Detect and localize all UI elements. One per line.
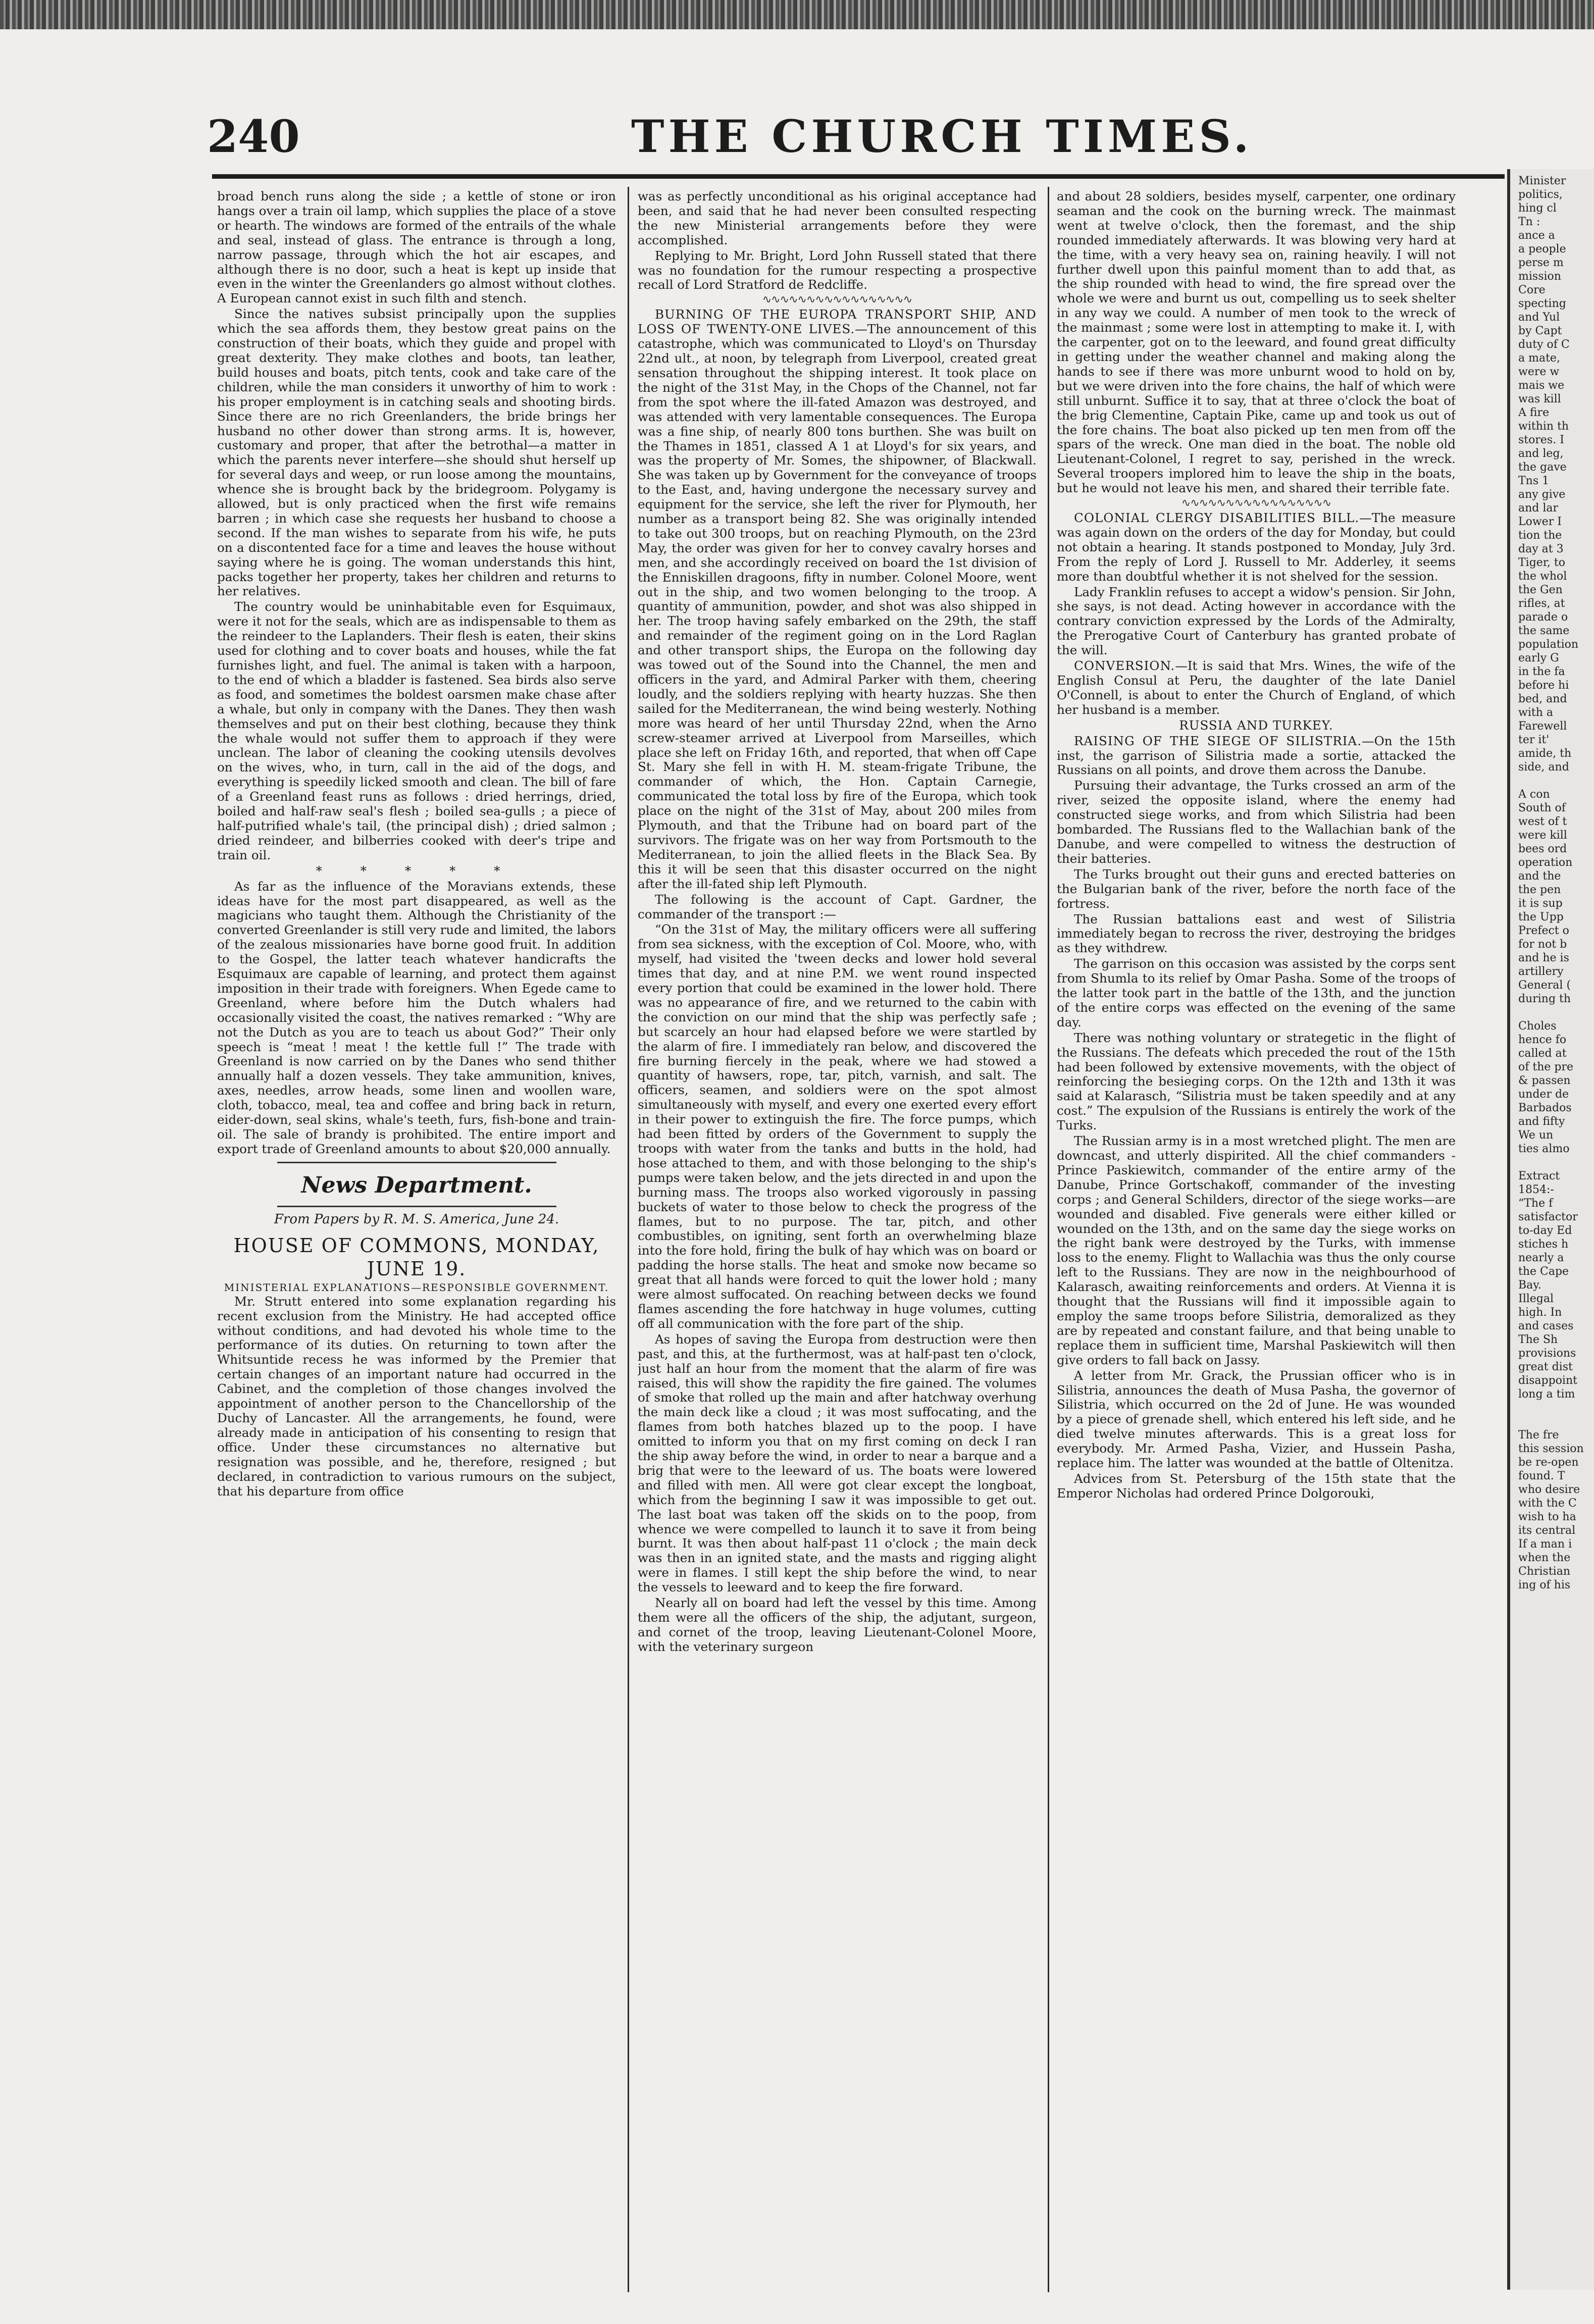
adjacent-page-line: specting <box>1518 297 1566 310</box>
adjacent-page-line: Bay. <box>1518 1279 1541 1292</box>
adjacent-page-line: If a man i <box>1518 1538 1572 1551</box>
adjacent-page-line: provisions <box>1518 1347 1576 1360</box>
adjacent-page-line: with a <box>1518 706 1553 719</box>
adjacent-page-line: Extract <box>1518 1170 1560 1182</box>
adjacent-page-line: South of <box>1518 802 1566 814</box>
adjacent-page-line: before hi <box>1518 679 1569 692</box>
adjacent-page-line: duty of C <box>1518 338 1570 351</box>
adjacent-page-line: were kill <box>1518 829 1567 842</box>
adjacent-page-line: Prefect o <box>1518 924 1569 937</box>
paragraph: The garrison on this occasion was assisted by the corps sent from Shumla to its relief by Omar Pasha. Some of the troops of the latter took part in the battle of the 13th, and the junction of the entire corps was effected on the evening of the same day. <box>1057 956 1456 1029</box>
adjacent-page-line: amide, th <box>1518 747 1572 760</box>
burning-heading: BURNING OF THE EUROPA TRANSPORT SHIP, AND LOSS OF TWENTY-ONE LIVES. <box>638 307 1037 337</box>
paragraph: Replying to Mr. Bright, Lord John Russell stated that there was no foundation for the rumour respecting a prospective recall of Lord Stratford de Redcliffe. <box>638 248 1037 292</box>
paragraph: “On the 31st of May, the military officers were all suffering from sea sickness, with the exception of Col. Moore, who, with myself, had visited the 'tween decks and lower hold several times that day, and at nine P.M. we went round inspected every portion that could be examined in the lower hold. There was no appearance of fire, and we returned to the cabin with the conviction on our mind that the ship was perfectly safe ; but scarcely an hour had elapsed before we were startled by the alarm of fire. I immediately ran below, and discovered the fire burning fiercely in the peak, where we had stowed a quantity of hawsers, rope, tar, pitch, varnish, and salt. The officers, seamen, and soldiers were on the spot almost simultaneously with myself, and every one exerted every effort in their power to extinguish the fire. The force pumps, which had been fitted by orders of the Government to supply the troops with water from the tanks and butts in the hold, had hose attached to them, and with those belonging to the ship's pumps were taken below, and the jets directed in and upon the burning mass. The troops also worked vigorously in passing buckets of water to those below to check the progress of the flames, but to no purpose. The tar, pitch, and other combustibles, on igniting, sent forth an overwhelming blaze into the fore hold, firing the bulk of hay which was on board or padding the horse stalls. The heat and smoke now became so great that all hands were forced to quit the lower hold ; many were almost suffocated. On reaching between decks we found flames ascending the fore hatchway in huge volumes, cutting off all communication with the fore part of the ship. <box>638 922 1037 1331</box>
adjacent-page-line <box>1518 774 1594 788</box>
adjacent-page-line: this session <box>1518 1442 1584 1455</box>
adjacent-page-line: was kill <box>1518 393 1561 405</box>
adjacent-page-line: found. T <box>1518 1470 1565 1482</box>
adjacent-page-line: be re-open <box>1518 1456 1579 1469</box>
adjacent-page-line: & passen <box>1518 1074 1571 1087</box>
adjacent-page-line: Choles <box>1518 1020 1557 1032</box>
adjacent-page-line: by Capt <box>1518 325 1562 337</box>
adjacent-page-strip <box>1507 169 1594 2290</box>
page-number: 240 <box>207 110 300 163</box>
adjacent-page-line: perse m <box>1518 256 1564 269</box>
adjacent-page-line: mission <box>1518 270 1561 283</box>
adjacent-page-line: The fre <box>1518 1429 1559 1441</box>
adjacent-page-line: hence fo <box>1518 1034 1567 1046</box>
paragraph: As hopes of saving the Europa from destruction were then past, and this, at the furthermost, was at half-past ten o'clock, just half an hour from the moment that the alarm of fire was raised, this will show the rapidity the fire gained. The volumes of smoke that rolled up the main and after hatchway overhung the main deck like a cloud ; it was most suffocating, and the flames from both hatches blazed up to the poop. I have omitted to inform you that on my first coming on deck I ran the ship away before the wind, in order to near a barque and a brig that were to the leeward of us. The boats were lowered and filled with men. All were got clear except the longboat, which from the beginning I saw it was impossible to get out. The last boat was taken off the skids on to the poop, from whence we were compelled to launch it to save it from being burnt. It was then about half-past 11 o'clock ; the main deck was then in an ignited state, and the masts and rigging alight were in flames. I still kept the ship before the wind, to near the vessels to leeward and to keep the fire forward. <box>638 1331 1037 1595</box>
adjacent-page-line: stiches h <box>1518 1238 1569 1251</box>
adjacent-page-line: the whol <box>1518 570 1567 583</box>
section-rule <box>277 1162 556 1163</box>
paragraph: Lady Franklin refuses to accept a widow's pension. Sir John, she says, is not dead. Acting however in accordance with the contrary conviction expressed by the Lords of the Admiralty, the Prerogative Court of Canterbury has granted probate of the will. <box>1057 584 1456 658</box>
house-of-commons-heading: HOUSE OF COMMONS, MONDAY, JUNE 19. <box>233 1234 600 1280</box>
adjacent-page-line: the Upp <box>1518 911 1564 923</box>
adjacent-page-line: bees ord <box>1518 843 1567 855</box>
paragraph: —The measure was again down on the orders of the day for Monday, but could not obtain a hearing. It stands postponed to Monday, July 3rd. From the reply of Lord J. Russell to Mr. Adderley, it seems more than doubtful whether it is not shelved for the session. <box>1057 510 1456 584</box>
paragraph: The Turks brought out their guns and erected batteries on the Bulgarian bank of the river, before the north face of the fortress. <box>1057 866 1456 911</box>
paragraph: As far as the influence of the Moravians extends, these ideas have for the most part disappeared, as well as the magicians who taught them. Although the Christianity of the converted Greenlander is still very rude and limited, the labors of the zealous missionaries have borne good fruit. In addition to the Gospel, the latter teach whatever handicrafts the Esquimaux are capable of learning, and protect them against imposition in their trade with foreigners. When Egede came to Greenland, where before him the Dutch whalers had occasionally visited the coast, the natives remarked : “Why are not the Dutch as you are to teach us about God?” Their only speech is “meat ! meat ! the kettle full !” The trade with Greenland is now carried on by the Danes who send thither annually half a dozen vessels. They take ammunition, knives, axes, needles, arrow heads, some linen and woollen ware, cloth, tobacco, meal, tea and coffee and bring back in return, eider-down, seal skins, whale's teeth, furs, fish-bone and train-oil. The sale of brandy is prohibited. The entire import and export trade of Greenland amounts to about $20,000 annually. <box>217 879 616 1156</box>
adjacent-page-line: long a tim <box>1518 1388 1575 1401</box>
department-source: From Papers by R. M. S. America, June 24. <box>274 1211 559 1227</box>
adjacent-page-line: Farewell <box>1518 720 1567 733</box>
adjacent-page-line: and Yul <box>1518 311 1560 324</box>
adjacent-page-line: stores. I <box>1518 434 1564 446</box>
adjacent-page-line: ance a <box>1518 229 1555 242</box>
column-divider <box>628 187 629 2292</box>
paragraph: —The announcement of this catastrophe, which was communicated to Lloyd's on Thursday 22nd ult., at noon, by telegraph from Liverpool, created great sensation throughout the shipping interest. It took place on the night of the 31st May, in the Chops of the Channel, not far from the spot where the ill-fated Amazon was destroyed, and was attended with very lamentable consequences. The Europa was a fine ship, of nearly 800 tons burthen. She was built on the Thames in 1851, classed A 1 at Lloyd's for six years, and was the property of Mr. Somes, the shipowner, of Blackwall. She was taken up by Government for the conveyance of troops to the East, and, having undergone the necessary survey and equipment for the service, she left the river for Plymouth, her number as a transport being 82. She was originally intended to take out 300 troops, but on reaching Plymouth, on the 23rd May, the order was given for her to convey cavalry horses and men, and she accordingly received on board the 1st division of the Enniskillen dragoons, fifty in number. Colonel Moore, went out in the ship, and two women belonging to the troop. A quantity of ammunition, powder, and shot was also shipped in her. The troop having safely embarked on the 29th, the staff and remainder of the regiment going on in the Lord Raglan and other transport ships, the Europa on the following day was towed out of the Sound into the Channel, the men and officers in the yard, and Admiral Parker with them, cheering loudly, and the soldiers replying with hearty huzzas. She then sailed for the Mediterranean, the wind being westerly. Nothing more was heard of her until Thursday 22nd, when the Arno screw-steamer arrived at Liverpool from Marseilles, which place she left on Friday 16th, and reported, that when off Cape St. Mary she fell in with H. M. steam-frigate Tribune, the commander of which, the Hon. Captain Carnegie, communicated the total loss by fire of the Europa, which took place on the night of the 31st of May, about 200 miles from Plymouth, and that the Tribune had on board part of the survivors. The frigate was on her way from Portsmouth to the Mediterranean, to join the allied fleets in the Black Sea. By this it will be seen that this disaster occurred on the night after the ill-fated ship left Plymouth. <box>638 322 1037 891</box>
adjacent-page-line: Christian <box>1518 1565 1571 1578</box>
adjacent-page-line: ties almo <box>1518 1143 1570 1155</box>
siege-heading: RAISING OF THE SIEGE OF SILISTRIA. <box>1074 733 1362 748</box>
adjacent-page-line: mais we <box>1518 379 1565 392</box>
paragraph: Since the natives subsist principally upon the supplies which the sea affords them, they bestow great pains on the construction of their boats, which they guide and propel with great dexterity. They make clothes and boots, tan leather, build houses and boats, pitch tents, cook and take care of the children, while the man considers it unworthy of him to work : his proper employment is in catching seals and shooting birds. Since there are no rich Greenlanders, the bride brings her husband no other dower than strong arms. It is, however, customary and proper, that after the betrothal—a matter in which the parents never interfere—she should shut herself up for several days and weep, or run loose among the mountains, whence she is brought back by the bridegroom. Polygamy is allowed, but is only practiced when the first wife remains barren ; in which case she requests her husband to choose a second. If the man wishes to separate from his wife, he puts on a discontented face for a time and leaves the house without saying where he is going. The woman understands this hint, packs together her property, takes her children and returns to her relatives. <box>217 306 616 599</box>
adjacent-page-line: in the fa <box>1518 665 1565 678</box>
adjacent-page-line: great dist <box>1518 1361 1573 1373</box>
adjacent-page-line: a mate, <box>1518 352 1560 365</box>
conversion-heading: CONVERSION. <box>1074 658 1175 674</box>
adjacent-page-line: when the <box>1518 1552 1571 1564</box>
column-divider <box>1048 187 1049 2292</box>
paragraph: Mr. Strutt entered into some explanation regarding his recent exclusion from the Ministry. He had accepted office without conditions, and had devoted his whole time to the performance of its duties. On returning to town after the Whitsuntide recess he was informed by the Premier that certain changes of an important nature had occurred in the Cabinet, and the completion of those changes involved the appointment of another person to the Chancellorship of the Duchy of Lancaster. All the arrangements, he found, were already made in anticipation of his consenting to resign that office. Under these circumstances no alternative but resignation was possible, and he, therefore, resigned ; but declared, in contradiction to various rumours on the subject, that his departure from office <box>217 1294 616 1499</box>
paragraph: and about 28 soldiers, besides myself, carpenter, one ordinary seaman and the cook on the burning wreck. The mainmast went at twelve o'clock, then the foremast, and the ship rounded immediately afterwards. It was blowing very hard at the time, with a very heavy sea on, raining heavily. I will not further dwell upon this painful moment than to add that, as the ship rounded with head to wind, the fire spread over the whole we were and burnt us out, compelling us to seek shelter in any way we could. A number of men took to the wreck of the mainmast ; some were lost in attempting to make it. I, with the carpenter, got on to the leeward, and found great difficulty in getting under the weather channel and making along the hands to see if there was more unburnt wood to hold on by, but we were driven into the fore chains, the half of which were still unburnt. Suffice it to say, that at three o'clock the boat of the brig Clementine, Captain Pike, came up and took us out of the fore chains. The boat also picked up ten men from off the spars of the wreck. One man died in the boat. The noble old Lieutenant-Colonel, I regret to say, perished in the wreck. Several troopers implored him to leave the ship in the boats, but he would not leave his men, and shared their terrible fate. <box>1057 189 1456 496</box>
adjacent-page-line: 1854:- <box>1518 1183 1554 1196</box>
paragraph: —It is said that Mrs. Wines, the wife of the English Consul at Peru, the daughter of the late Daniel O'Connell, is about to enter the Church of England, of which her husband is a member. <box>1057 658 1456 717</box>
adjacent-page-line: to-day Ed <box>1518 1224 1572 1237</box>
adjacent-page-line: and leg, <box>1518 447 1564 460</box>
adjacent-page-line: Minister <box>1518 175 1566 187</box>
adjacent-page-line: parade o <box>1518 611 1568 624</box>
adjacent-page-line: and fifty <box>1518 1115 1565 1128</box>
column-2 <box>638 189 1037 2280</box>
adjacent-page-line: the Gen <box>1518 584 1563 596</box>
adjacent-page-line: ing of his <box>1518 1579 1571 1591</box>
adjacent-page-line: Tiger, to <box>1518 556 1565 569</box>
adjacent-page-line: A fire <box>1518 406 1550 419</box>
adjacent-page-line: We un <box>1518 1129 1554 1142</box>
adjacent-page-line <box>1518 1006 1594 1019</box>
section-divider: ∿∿∿∿∿∿∿∿∿∿∿∿∿∿∿∿∿ <box>1181 497 1331 510</box>
paragraph: Nearly all on board had left the vessel by this time. Among them were all the officers of the ship, the adjutant, surgeon, and cornet of the troop, leaving Lieutenant-Colonel Moore, with the veterinary surgeon <box>638 1595 1037 1654</box>
adjacent-page-line: ter it' <box>1518 734 1550 746</box>
adjacent-page-line: General ( <box>1518 979 1571 992</box>
paragraph: Advices from St. Petersburg of the 15th state that the Emperor Nicholas had ordered Prince Dolgorouki, <box>1057 1471 1456 1501</box>
paragraph: A letter from Mr. Grack, the Prussian officer who is in Silistria, announces the death of Musa Pasha, the governor of Silistria, which occurred on the 2d of June. He was wounded by a piece of grenade shell, which entered his left side, and he died twelve minutes afterwards. This is a great loss for everybody. Mr. Armed Pasha, Vizier, and Hussein Pasha, replace him. The latter was wounded at the battle of Oltenitza. <box>1057 1368 1456 1471</box>
adjacent-page-line: Illegal <box>1518 1293 1554 1305</box>
paragraph: was as perfectly unconditional as his original acceptance had been, and said that he had never been consulted respecting the new Ministerial arrangements before they were accomplished. <box>638 189 1037 247</box>
adjacent-page-line: Tns 1 <box>1518 475 1550 487</box>
adjacent-page-line: bed, and <box>1518 693 1567 705</box>
clergy-heading: COLONIAL CLERGY DISABILITIES BILL. <box>1074 510 1360 526</box>
adjacent-page-line: A con <box>1518 788 1550 801</box>
scan-edge <box>0 0 1594 29</box>
adjacent-page-line: who desire <box>1518 1483 1580 1496</box>
section-divider: ∿∿∿∿∿∿∿∿∿∿∿∿∿∿∿∿∿ <box>762 293 912 306</box>
adjacent-page-line: disappoint <box>1518 1374 1577 1387</box>
adjacent-page-line: its central <box>1518 1524 1576 1537</box>
adjacent-page-line <box>1518 1415 1594 1428</box>
house-of-commons-subheading: MINISTERIAL EXPLANATIONS—RESPONSIBLE GOVERNMENT. <box>224 1281 609 1294</box>
adjacent-page-line: and cases <box>1518 1320 1574 1332</box>
adjacent-page-line: artillery <box>1518 965 1564 978</box>
adjacent-page-line: for not b <box>1518 938 1567 951</box>
adjacent-page-line: politics, <box>1518 188 1563 201</box>
paragraph: The following is the account of Capt. Gardner, the commander of the transport :— <box>638 892 1037 921</box>
column-3 <box>1057 189 1456 2280</box>
paragraph: The Russian army is in a most wretched plight. The men are downcast, and utterly dispirited. All the chief commanders - Prince Paskiewitch, commander of the entire army of the Danube, Prince Gortschakoff, commander of the investing corps ; and General Schilders, director of the siege works—are wounded and disabled. Five generals were either killed or wounded on the 13th, and on the same day the siege works on the right bank were destroyed by the Turks, with immense loss to the enemy. Flight to Wallachia was thus the only course left to the Russians. They are now in the neighbourhood of Kalarasch, awaiting reinforcements and orders. At Vienna it is thought that the Russians will find it impossible again to employ the same troops before Silistria, demoralized as they are by repeated and constant failure, and that being unable to replace them in sufficient time, Marshal Paskiewitch will then give orders to fall back on Jassy. <box>1057 1133 1456 1367</box>
adjacent-page-line: Barbados <box>1518 1102 1572 1114</box>
adjacent-page-line: west of t <box>1518 815 1567 828</box>
masthead <box>207 110 1500 166</box>
paragraph: Pursuing their advantage, the Turks crossed an arm of the river, seized the opposite island, where the enemy had constructed siege works, and from which Silistria had been bombarded. The Russians fled to the Wallachian bank of the Danube, and were compelled to witness the destruction of their batteries. <box>1057 778 1456 866</box>
adjacent-page-line: a people <box>1518 243 1566 255</box>
adjacent-page-line: high. In <box>1518 1306 1562 1319</box>
paragraph: The country would be uninhabitable even for Esquimaux, were it not for the seals, which are as indispensable to them as the reindeer to the Laplanders. Their flesh is eaten, their skins used for clothing and to cover boats and houses, while the fat furnishes light, and fuel. The animal is taken with a harpoon, to the end of which a bladder is fastened. Sea birds also serve as food, and sometimes the boldest oarsmen make chase after a whale, but only in company with the Danes. They then wash themselves and put on their best clothing, because they think the whale would not suffer them to approach if they were unclean. The labor of cleaning the cooking utensils devolves on the wives, who, in turn, call in the aid of the dogs, and everything is speedily licked smooth and clean. The bill of fare of a Greenland feast runs as follows : dried herrings, dried, boiled and half-raw seal's flesh ; boiled sea-gulls ; a piece of half-putrified whale's tail, (the principal dish) ; dried salmon ; dried reindeer, and bilberries cooked with deer's tripe and train oil. <box>217 599 616 862</box>
section-stars: * * * * * <box>316 863 518 878</box>
section-rule <box>277 1206 556 1207</box>
adjacent-page-line: it is sup <box>1518 897 1563 910</box>
adjacent-page-line: nearly a <box>1518 1252 1564 1264</box>
adjacent-page-line: and lar <box>1518 502 1559 514</box>
paragraph: There was nothing voluntary or strategetic in the flight of the Russians. The defeats which preceded the rout of the 15th had been followed by extensive movements, with the object of reinforcing the besieging corps. On the 12th and 13th it was said at Kalarasch, “Silistria must be taken speedily and at any cost.” The expulsion of the Russians is entirely the work of the Turks. <box>1057 1030 1456 1133</box>
adjacent-page-line: Lower I <box>1518 515 1562 528</box>
adjacent-page-line: and the <box>1518 870 1561 883</box>
adjacent-page-line: day at 3 <box>1518 543 1564 555</box>
adjacent-page-line: rifles, at <box>1518 597 1565 610</box>
adjacent-page-line: “The f <box>1518 1197 1553 1210</box>
adjacent-page-line <box>1518 1401 1594 1415</box>
adjacent-page-line: the gave <box>1518 461 1567 474</box>
adjacent-page-line: during th <box>1518 993 1571 1005</box>
paper-title: THE CHURCH TIMES. <box>631 110 1253 163</box>
adjacent-page-line: Core <box>1518 284 1546 296</box>
masthead-rule <box>212 174 1505 179</box>
adjacent-page-line: with the C <box>1518 1497 1577 1510</box>
adjacent-page-line: the pen <box>1518 884 1561 896</box>
adjacent-page-line: called at <box>1518 1047 1567 1060</box>
adjacent-page-line: any give <box>1518 488 1566 501</box>
adjacent-page-line: hing cl <box>1518 202 1557 215</box>
paragraph: —On the 15th inst, the garrison of Silistria made a sortie, attacked the Russians on all points, and drove them across the Danube. <box>1057 733 1456 778</box>
adjacent-page-line: tion the <box>1518 529 1562 542</box>
adjacent-page-line <box>1518 1156 1594 1169</box>
russia-turkey-heading: RUSSIA AND TURKEY. <box>1179 717 1333 733</box>
adjacent-page-line: early G <box>1518 652 1559 664</box>
adjacent-page-line: population <box>1518 638 1579 651</box>
column-1 <box>217 189 616 2280</box>
adjacent-page-line: of the pre <box>1518 1061 1574 1073</box>
adjacent-page-line: under de <box>1518 1088 1569 1101</box>
paragraph: broad bench runs along the side ; a kettle of stone or iron hangs over a train oil lamp, which supplies the place of a stove or hearth. The windows are formed of the entrails of the whale and seal, instead of glass. The entrance is through a long, narrow passage, through which the hot air escapes, and although there is no door, such a heat is kept up inside that even in the winter the Greenlanders go almost without clothes. A European cannot exist in such filth and stench. <box>217 189 616 306</box>
adjacent-page-text <box>1518 174 1594 1592</box>
department-title: News Department. <box>301 1172 532 1198</box>
adjacent-page-line: side, and <box>1518 761 1569 773</box>
paragraph: The Russian battalions east and west of Silistria immediately began to recross the river, destroying the bridges as they withdrew. <box>1057 911 1456 956</box>
adjacent-page-line: and he is <box>1518 952 1569 964</box>
adjacent-page-line: satisfactor <box>1518 1211 1578 1223</box>
adjacent-page-line: operation <box>1518 856 1573 869</box>
adjacent-page-line: were w <box>1518 366 1560 378</box>
adjacent-page-line: the Cape <box>1518 1265 1569 1278</box>
adjacent-page-line: within th <box>1518 420 1569 433</box>
adjacent-page-line: the same <box>1518 625 1570 637</box>
adjacent-page-line: Tn : <box>1518 216 1540 228</box>
adjacent-page-line: The Sh <box>1518 1333 1558 1346</box>
adjacent-page-line: wish to ha <box>1518 1511 1576 1523</box>
